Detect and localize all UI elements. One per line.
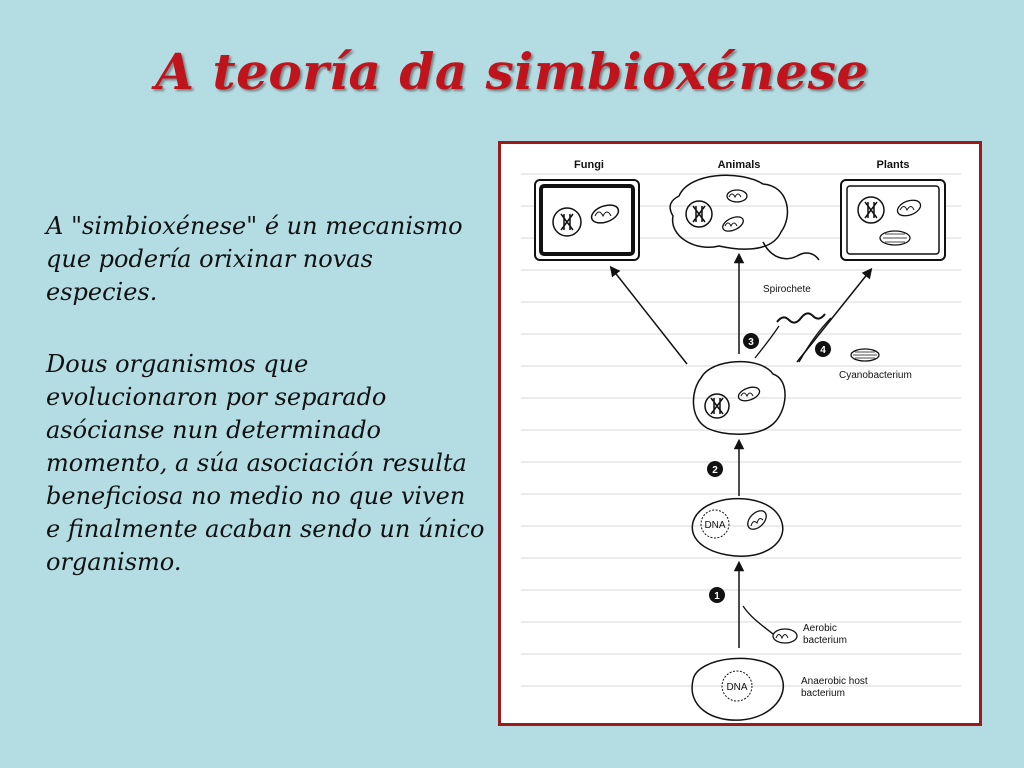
step-3-marker <box>743 333 759 349</box>
host-with-endosymbiont <box>692 499 782 557</box>
label-anaerobic-2: bacterium <box>801 688 845 699</box>
aerobic-bacterium <box>773 623 847 646</box>
label-fungi: Fungi <box>574 159 604 171</box>
label-dna-2: DNA <box>704 520 726 531</box>
arrow-aerobic-join <box>743 606 773 634</box>
label-aerobic-1: Aerobic <box>803 623 837 634</box>
slide-title: A teoría da simbioxénese <box>155 42 869 101</box>
label-cyanobacterium: Cyanobacterium <box>839 370 912 381</box>
symbiogenesis-figure <box>498 141 982 726</box>
label-dna-1: DNA <box>726 682 748 693</box>
plant-cell <box>841 180 945 260</box>
label-plants: Plants <box>876 159 910 171</box>
anaerobic-host-bacterium <box>692 658 868 720</box>
label-spirochete: Spirochete <box>763 284 811 295</box>
step-4-marker <box>815 341 831 357</box>
spirochete <box>755 284 825 358</box>
step-2-marker <box>707 461 723 477</box>
svg-text:1: 1 <box>714 591 720 602</box>
label-aerobic-2: bacterium <box>803 635 847 646</box>
svg-text:3: 3 <box>748 337 754 348</box>
animal-cell <box>670 175 819 260</box>
label-animals: Animals <box>717 159 761 171</box>
explanation-paragraph: Dous organismos que evolucionaron por separado asócianse nun determinado momento, a súa asociación resulta beneficiosa no medio no que viven e finalmente acaban sendo un único organismo. <box>46 350 485 576</box>
svg-text:4: 4 <box>820 345 826 356</box>
label-anaerobic-1: Anaerobic host <box>801 676 868 687</box>
svg-text:2: 2 <box>712 465 718 476</box>
fungi-cell <box>535 180 639 260</box>
step-1-marker <box>709 587 725 603</box>
arrow-to-fungi <box>613 270 687 364</box>
intro-paragraph: A "simbioxénese" é un mecanismo que podería orixinar novas especies. <box>46 212 463 306</box>
symbiogenesis-diagram <box>501 144 979 723</box>
